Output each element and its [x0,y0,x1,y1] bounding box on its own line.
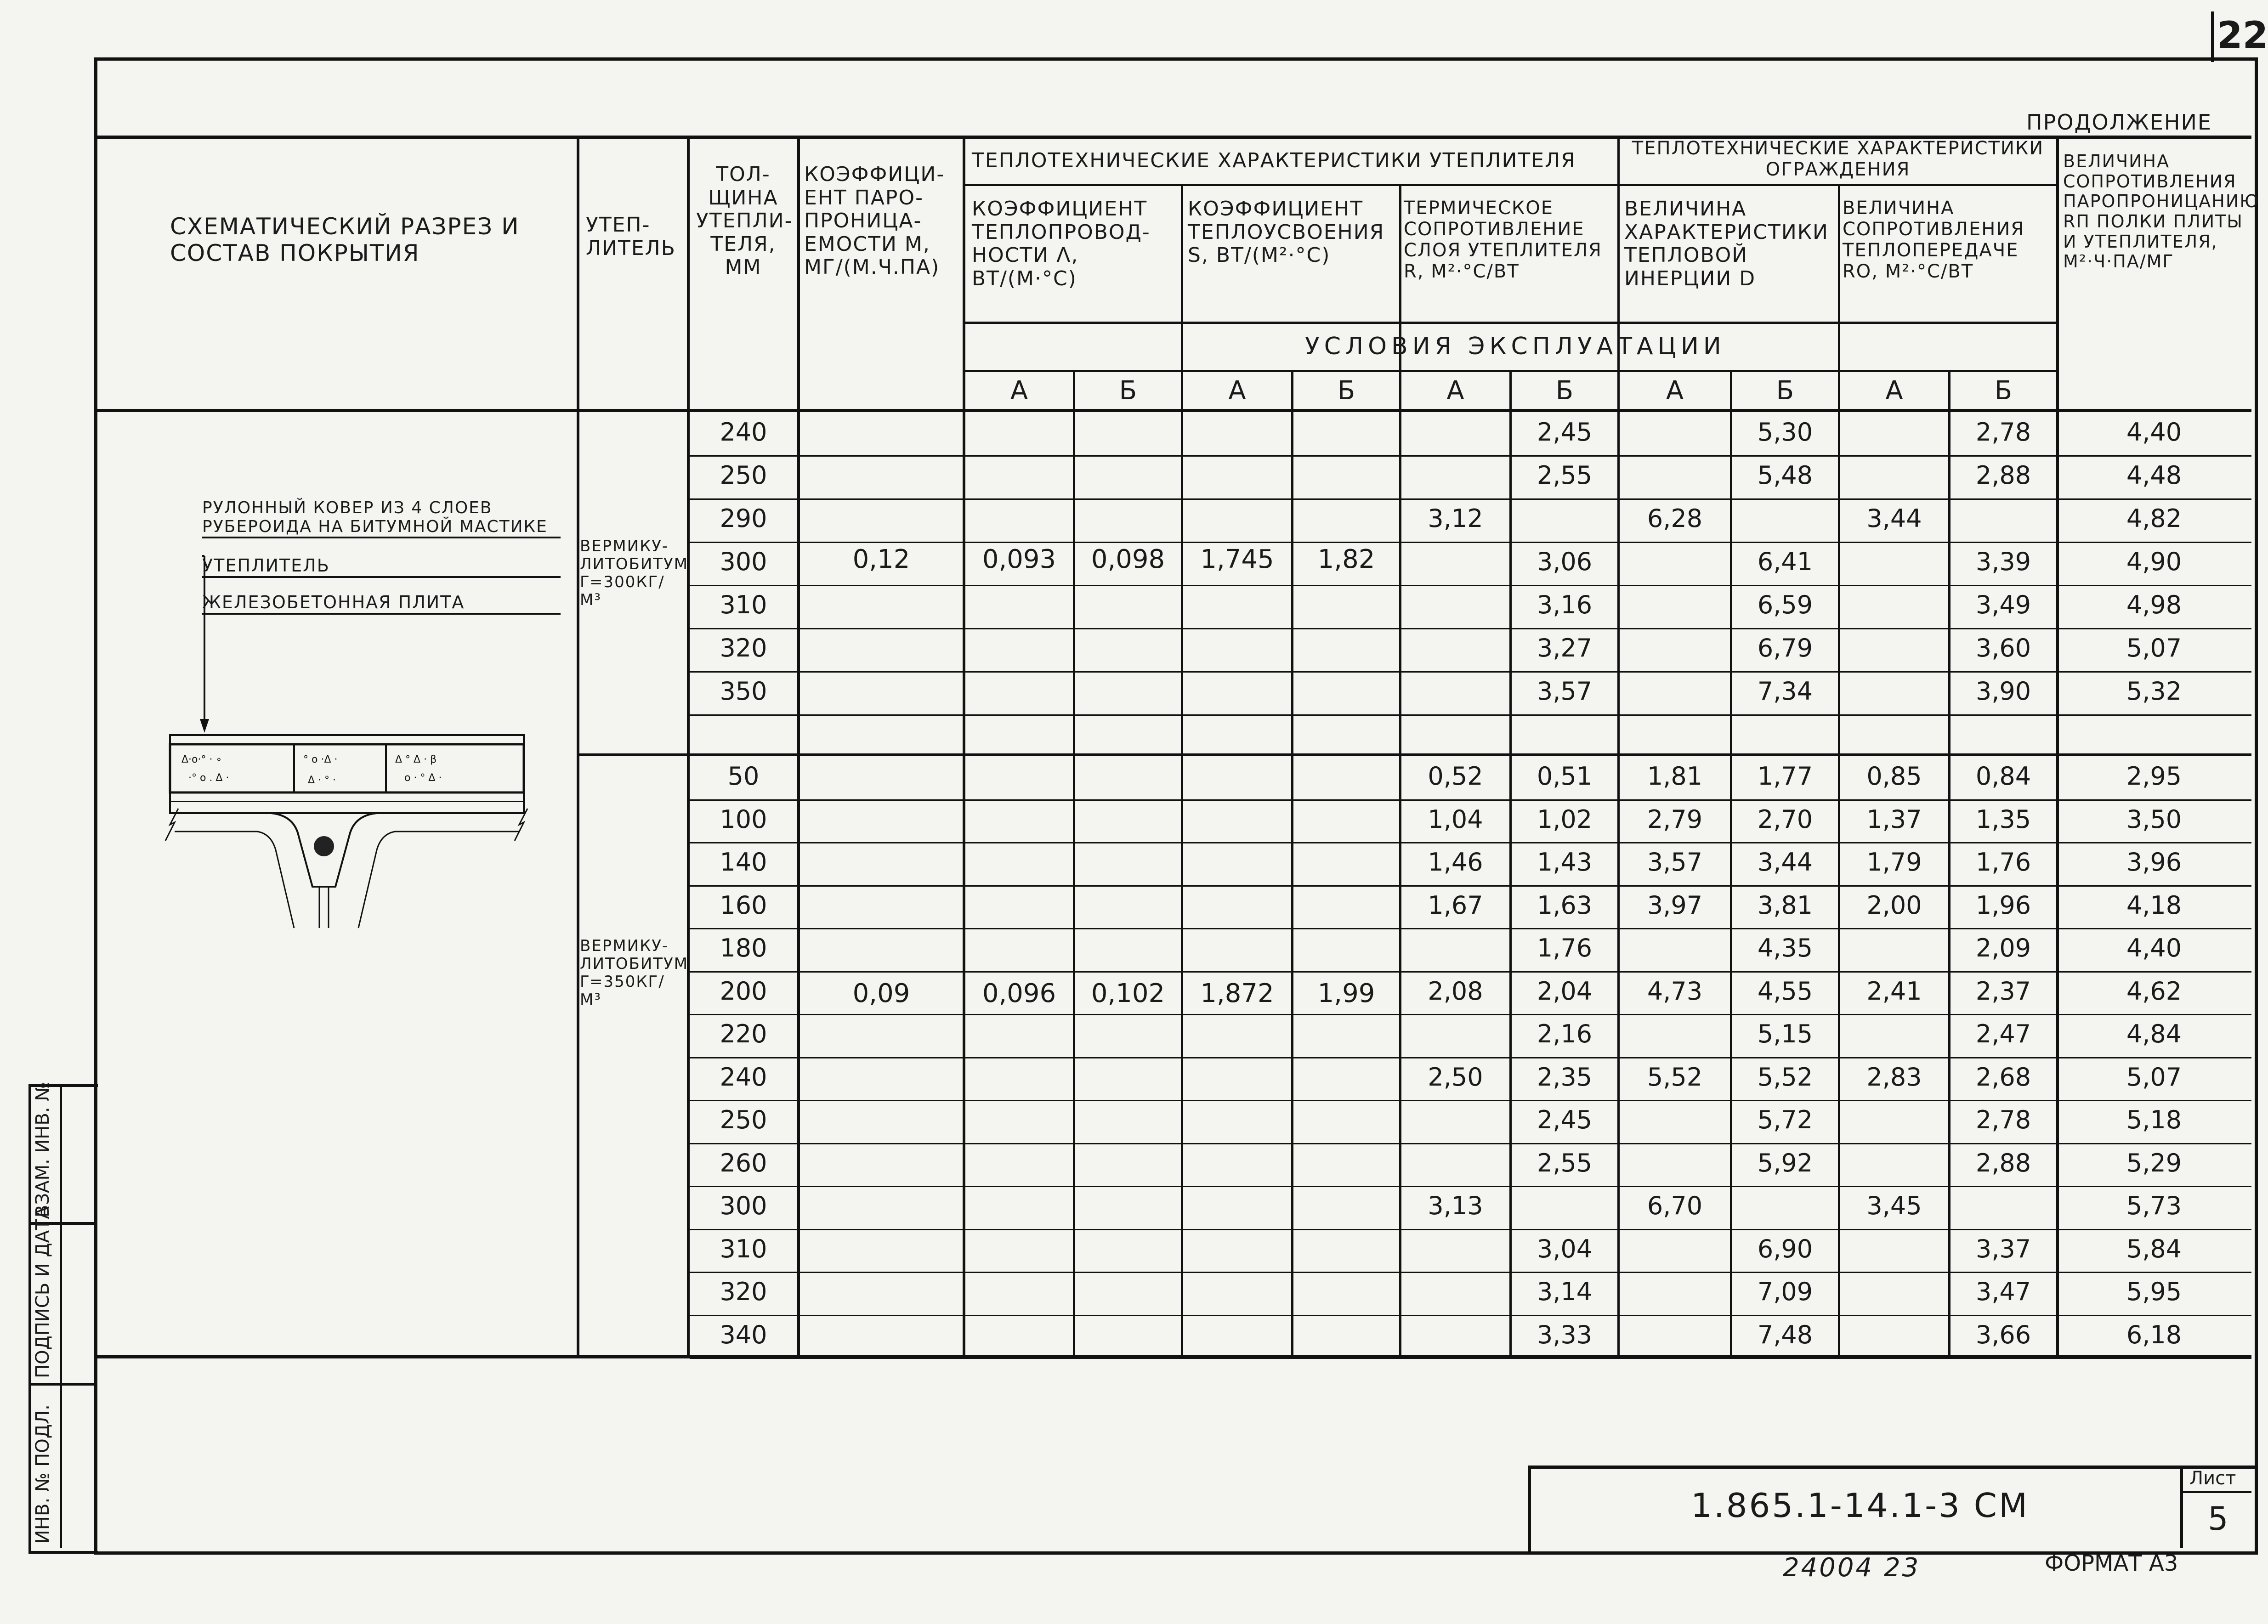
table-cell-r-b: 2,45 [1537,1105,1593,1134]
table-cell-r-a: 2,08 [1428,976,1483,1006]
table-cell-ro-b: 2,78 [1975,1105,2031,1134]
group-separator [577,753,2251,756]
header-conductivity: КОЭФФИЦИЕНТ ТЕПЛОПРОВОД-НОСТИ Λ, ВТ/(М·°С) [972,197,1151,290]
table-cell-d-b: 7,48 [1757,1320,1813,1349]
row-separator [690,971,2251,973]
table-cell-r-a: 1,04 [1428,804,1483,834]
table-cell-r-b: 3,14 [1537,1277,1593,1306]
table-cell-r-b: 1,02 [1537,804,1593,834]
table-cell-ro-b: 3,49 [1975,590,2031,619]
table-cell-ro-b: 2,47 [1975,1019,2031,1048]
table-cell-rp: 3,96 [2126,848,2182,877]
table-cell-rp: 4,48 [2126,461,2182,490]
table-cell-ro-b: 2,68 [1975,1062,2031,1092]
label-slab: ЖЕЛЕЗОБЕТОННАЯ ПЛИТА [202,593,561,615]
table-cell-d-a: 4,73 [1647,976,1703,1006]
table-cell-d-b: 7,09 [1757,1277,1813,1306]
group2-mu: 0,09 [852,979,910,1008]
table-cell-ro-b: 2,37 [1975,976,2031,1006]
row-separator [690,842,2251,843]
table-cell-d-b: 5,48 [1757,461,1813,490]
table-cell-t: 300 [720,547,767,576]
sheet-number: 5 [2208,1500,2228,1538]
header-inertia: ВЕЛИЧИНА ХАРАКТЕРИСТИКИ ТЕПЛОВОЙ ИНЕРЦИИ D [1624,197,1829,290]
subheader-b: Б [1994,376,2013,406]
table-cell-t: 180 [720,934,767,962]
table-cell-d-a: 6,70 [1647,1191,1703,1220]
row-separator [690,542,2251,543]
subheader-a: А [1446,376,1464,406]
table-cell-rp: 5,07 [2126,634,2182,662]
table-cell-t: 50 [727,762,760,791]
subheader-b: Б [1337,376,1355,406]
table-cell-rp: 5,32 [2126,677,2182,706]
group1-s-b: 1,82 [1317,544,1375,574]
table-cell-ro-a: 3,44 [1866,504,1922,533]
table-cell-t: 240 [720,1062,767,1092]
row-separator [690,671,2251,673]
subheader-a: А [1666,376,1684,406]
table-cell-t: 160 [720,890,767,920]
header-insulation: УТЕП-ЛИТЕЛЬ [586,213,676,260]
sheet-label: Лист [2189,1468,2236,1489]
svg-text:° o ·Δ ·: ° o ·Δ · [303,754,338,765]
table-cell-rp: 5,18 [2126,1105,2182,1134]
table-cell-d-b: 4,35 [1757,934,1813,962]
header-absorption: КОЭФФИЦИЕНТ ТЕПЛОУСВОЕНИЯ S, ВТ/(М²·°С) [1188,197,1385,267]
table-cell-r-a: 1,67 [1428,890,1483,920]
table-cell-d-a: 1,81 [1647,762,1703,791]
table-cell-r-b: 3,27 [1537,634,1593,662]
table-cell-t: 320 [720,1277,767,1306]
table-cell-rp: 4,98 [2126,590,2182,619]
table-cell-r-b: 2,16 [1537,1019,1593,1048]
table-cell-rp: 2,95 [2126,762,2182,791]
table-cell-ro-b: 0,84 [1975,762,2031,791]
table-cell-rp: 5,73 [2126,1191,2182,1220]
table-cell-r-a: 2,50 [1428,1062,1483,1092]
subheader-b: Б [1119,376,1137,406]
row-separator [690,714,2251,716]
header-insulation-group: ТЕПЛОТЕХНИЧЕСКИЕ ХАРАКТЕРИСТИКИ УТЕПЛИТЕЛЯ [972,149,1576,172]
row-separator [690,1100,2251,1101]
group2-lambda-b: 0,102 [1091,979,1165,1008]
table-cell-t: 310 [720,1234,767,1263]
table-cell-ro-b: 2,88 [1975,1148,2031,1177]
table-cell-r-b: 3,33 [1537,1320,1593,1349]
group1-lambda-a: 0,093 [982,544,1056,574]
table-cell-ro-b: 2,78 [1975,418,2031,447]
row-separator [690,1358,2251,1359]
table-cell-r-a: 3,12 [1428,504,1483,533]
table-cell-rp: 4,90 [2126,547,2182,576]
document-code: 1.865.1-14.1-3 СМ [1691,1486,2030,1525]
table-cell-t: 310 [720,590,767,619]
table-cell-r-a: 3,13 [1428,1191,1483,1220]
table-cell-d-b: 6,90 [1757,1234,1813,1263]
table-cell-ro-a: 3,45 [1866,1191,1922,1220]
table-cell-r-b: 0,51 [1537,762,1593,791]
table-cell-rp: 5,95 [2126,1277,2182,1306]
table-cell-r-b: 2,45 [1537,418,1593,447]
header-thermal-resistance: ТЕРМИЧЕСКОЕ СОПРОТИВЛЕНИЕ СЛОЯ УТЕПЛИТЕЛЯ R, М²·°С/ВТ [1404,198,1602,282]
table-cell-ro-b: 2,09 [1975,934,2031,962]
label-roll-cover: РУЛОННЫЙ КОВЕР ИЗ 4 СЛОЕВ РУБЕРОИДА НА БИТУМНОЙ МАСТИКЕ [202,498,561,538]
group1-material: ВЕРМИКУ-ЛИТОБИТУМ Γ=300КГ/М³ [580,537,689,610]
group1-lambda-b: 0,098 [1091,544,1165,574]
table-cell-ro-b: 3,66 [1975,1320,2031,1349]
table-cell-r-b: 2,55 [1537,1148,1593,1177]
table-cell-t: 350 [720,677,767,706]
table-cell-t: 340 [720,1320,767,1349]
svg-text:Δ ° Δ · β: Δ ° Δ · β [395,754,437,765]
table-cell-ro-b: 3,47 [1975,1277,2031,1306]
subheader-a: А [1885,376,1903,406]
row-separator [690,1315,2251,1316]
subheader-b: Б [1776,376,1794,406]
group2-lambda-a: 0,096 [982,979,1056,1008]
table-cell-ro-b: 2,88 [1975,461,2031,490]
header-section: СХЕМАТИЧЕСКИЙ РАЗРЕЗ И СОСТАВ ПОКРЫТИЯ [170,213,520,266]
page-number: 22 [2217,14,2268,57]
table-cell-ro-b: 1,76 [1975,848,2031,877]
page-number-box-line [2211,11,2214,62]
row-separator [690,1014,2251,1015]
table-cell-d-b: 6,41 [1757,547,1813,576]
table-cell-ro-b: 1,35 [1975,804,2031,834]
table-cell-d-a: 5,52 [1647,1062,1703,1092]
header-heat-transfer: ВЕЛИЧИНА СОПРОТИВЛЕНИЯ ТЕПЛОПЕРЕДАЧЕ RO, М²·°С/ВТ [1843,198,2025,282]
table-cell-r-b: 2,35 [1537,1062,1593,1092]
table-cell-ro-b: 1,96 [1975,890,2031,920]
sidebar-inv-podl: ИНВ. № ПОДЛ. [32,1404,53,1544]
table-cell-rp: 4,40 [2126,934,2182,962]
table-cell-r-b: 1,63 [1537,890,1593,920]
table-cell-r-a: 1,46 [1428,848,1483,877]
table-cell-rp: 5,07 [2126,1062,2182,1092]
svg-text:Δ · ° ·: Δ · ° · [308,775,336,786]
table-cell-r-b: 1,76 [1537,934,1593,962]
row-separator [690,1143,2251,1144]
sidebar-vzam: ВЗАМ. ИНВ. № [32,1082,53,1217]
table-cell-rp: 6,18 [2126,1320,2182,1349]
table-cell-d-b: 6,79 [1757,634,1813,662]
table-cell-t: 320 [720,634,767,662]
header-operating-conditions: УСЛОВИЯ ЭКСПЛУАТАЦИИ [1305,333,1726,360]
svg-text:Δ·o·° · ∘: Δ·o·° · ∘ [181,754,222,765]
table-cell-rp: 4,40 [2126,418,2182,447]
subheader-a: А [1010,376,1028,406]
header-vapor-resistance: ВЕЛИЧИНА СОПРОТИВЛЕНИЯ ПАРОПРОНИЦАНИЮ RП ПОЛКИ ПЛИТЫ И УТЕПЛИТЕЛЯ, М²·Ч·ПА/МГ [2063,151,2260,272]
svg-text:·° o . Δ ·: ·° o . Δ · [188,772,229,784]
table-cell-d-a: 6,28 [1647,504,1703,533]
table-cell-d-a: 3,57 [1647,848,1703,877]
table-cell-rp: 5,84 [2126,1234,2182,1263]
table-cell-ro-a: 1,37 [1866,804,1922,834]
table-cell-ro-b: 3,90 [1975,677,2031,706]
table-cell-r-a: 0,52 [1428,762,1483,791]
table-cell-d-b: 5,72 [1757,1105,1813,1134]
row-separator [690,799,2251,801]
row-separator [690,1057,2251,1058]
roof-section-drawing [156,547,533,942]
table-cell-ro-a: 2,00 [1866,890,1922,920]
group2-s-a: 1,872 [1200,979,1274,1008]
table-cell-t: 240 [720,418,767,447]
table-cell-rp: 5,29 [2126,1148,2182,1177]
row-separator [690,885,2251,887]
table-cell-r-b: 2,55 [1537,461,1593,490]
subheader-a: А [1228,376,1246,406]
row-separator [690,455,2251,457]
header-enclosure-group: ТЕПЛОТЕХНИЧЕСКИЕ ХАРАКТЕРИСТИКИ ОГРАЖДЕНИЯ [1632,138,2044,180]
table-cell-ro-a: 2,83 [1866,1062,1922,1092]
group1-mu: 0,12 [852,544,910,574]
svg-text:o · ° Δ ·: o · ° Δ · [404,772,442,784]
table-cell-rp: 4,82 [2126,504,2182,533]
row-separator [690,498,2251,500]
table-cell-ro-b: 3,39 [1975,547,2031,576]
header-bottom-line [94,409,2251,412]
table-cell-r-b: 3,16 [1537,590,1593,619]
table-cell-t: 140 [720,848,767,877]
table-cell-rp: 4,18 [2126,890,2182,920]
row-separator [690,1186,2251,1187]
table-cell-ro-b: 3,37 [1975,1234,2031,1263]
table-cell-d-a: 3,97 [1647,890,1703,920]
label-insulation: УТЕПЛИТЕЛЬ [202,556,561,578]
table-cell-t: 220 [720,1019,767,1048]
table-cell-d-b: 6,59 [1757,590,1813,619]
table-cell-ro-a: 1,79 [1866,848,1922,877]
row-separator [690,1229,2251,1230]
table-cell-t: 250 [720,1105,767,1134]
table-cell-rp: 4,62 [2126,976,2182,1006]
table-cell-d-b: 1,77 [1757,762,1813,791]
table-cell-d-b: 5,92 [1757,1148,1813,1177]
group2-s-b: 1,99 [1317,979,1375,1008]
table-cell-ro-b: 3,60 [1975,634,2031,662]
continuation-label: ПРОДОЛЖЕНИЕ [2026,110,2212,135]
table-cell-d-b: 3,81 [1757,890,1813,920]
table-cell-d-b: 4,55 [1757,976,1813,1006]
table-cell-t: 100 [720,804,767,834]
row-separator [690,928,2251,929]
header-vapor-coeff: КОЭФФИЦИ-ЕНТ ПАРО-ПРОНИЦА-ЕМОСТИ Μ, МГ/(М.Ч.ПА) [804,163,945,279]
table-cell-rp: 3,50 [2126,804,2182,834]
table-cell-d-b: 5,52 [1757,1062,1813,1092]
row-separator [690,1272,2251,1273]
table-cell-r-b: 1,43 [1537,848,1593,877]
table-cell-r-b: 2,04 [1537,976,1593,1006]
table-cell-d-b: 3,44 [1757,848,1813,877]
table-cell-t: 300 [720,1191,767,1220]
group2-material: ВЕРМИКУ-ЛИТОБИТУМ Γ=350КГ/М³ [580,937,689,1009]
format-label: ФОРМАТ А3 [2045,1550,2178,1576]
table-cell-ro-a: 2,41 [1866,976,1922,1006]
subheader-b: Б [1555,376,1574,406]
row-separator [690,628,2251,629]
table-cell-d-b: 5,15 [1757,1019,1813,1048]
table-cell-t: 200 [720,976,767,1006]
group1-s-a: 1,745 [1200,544,1274,574]
table-cell-t: 290 [720,504,767,533]
table-cell-d-a: 2,79 [1647,804,1703,834]
sidebar-sign-date: ПОДПИСЬ И ДАТА [32,1206,53,1378]
table-cell-d-b: 7,34 [1757,677,1813,706]
table-cell-t: 260 [720,1148,767,1177]
table-cell-d-b: 5,30 [1757,418,1813,447]
table-cell-ro-a: 0,85 [1866,762,1922,791]
stamp-number: 24004 23 [1783,1553,1921,1583]
table-cell-rp: 4,84 [2126,1019,2182,1048]
table-cell-d-b: 2,70 [1757,804,1813,834]
row-separator [690,585,2251,586]
table-cell-r-b: 3,57 [1537,677,1593,706]
header-thickness: ТОЛ-ЩИНА УТЕПЛИ-ТЕЛЯ, ММ [696,163,793,279]
table-cell-t: 250 [720,461,767,490]
table-cell-r-b: 3,04 [1537,1234,1593,1263]
table-cell-r-b: 3,06 [1537,547,1593,576]
